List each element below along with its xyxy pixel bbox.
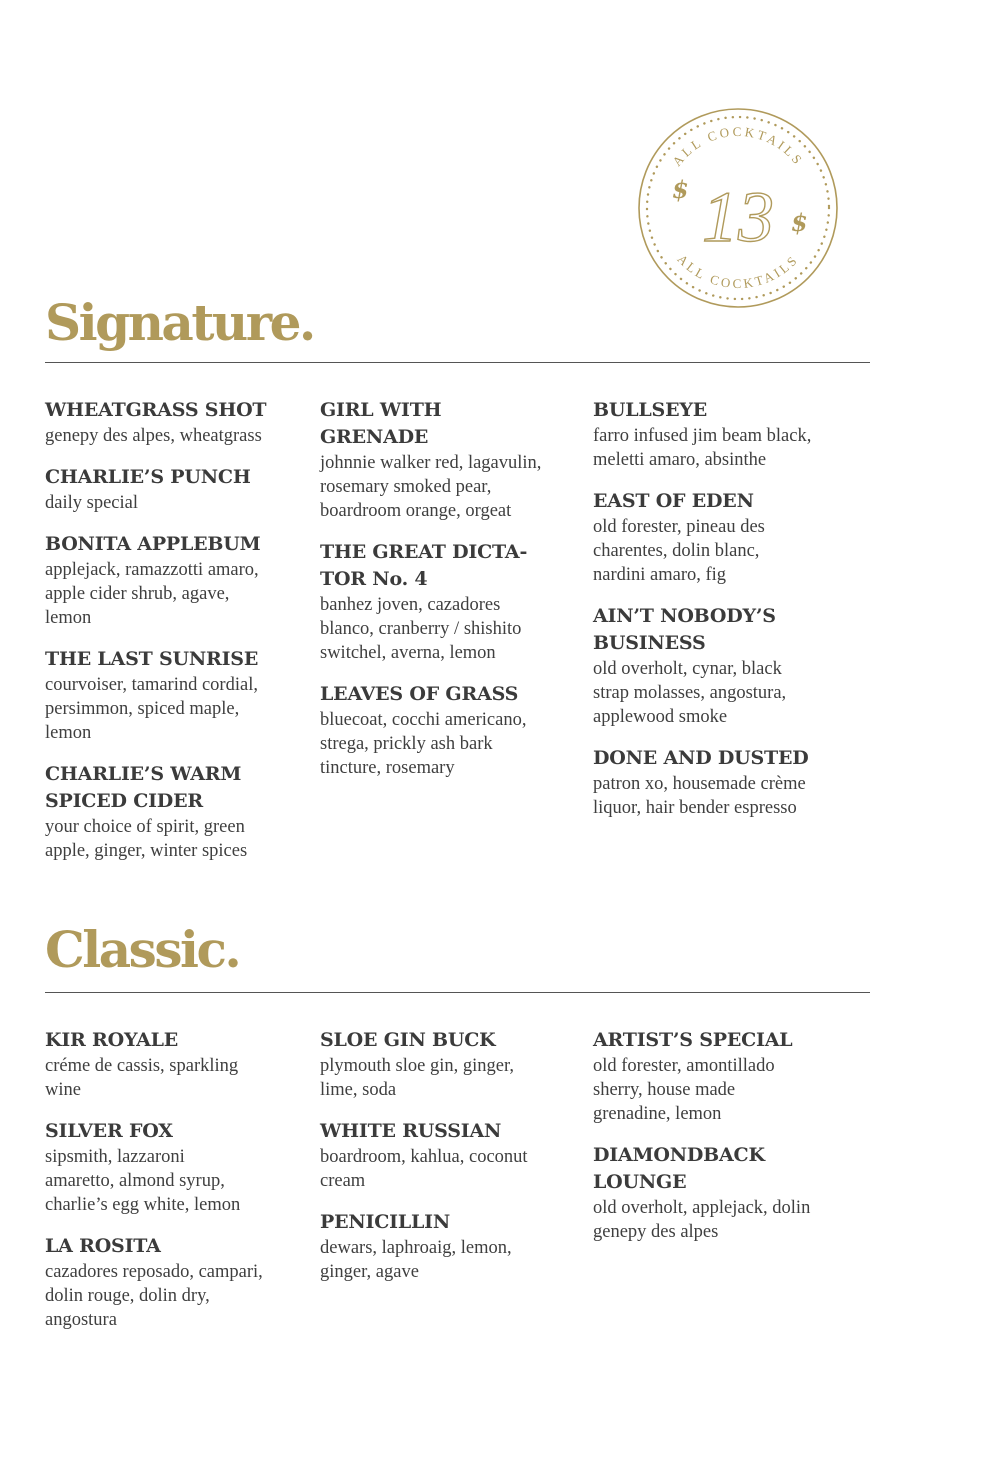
cocktail-ingredients: daily special xyxy=(45,493,138,513)
classic-column-2 xyxy=(320,1027,575,1300)
classic-divider xyxy=(45,992,870,993)
badge-bottom-text: ALL COCKTAILS xyxy=(674,251,802,292)
cocktail-name: GIRL WITH GRENADE xyxy=(320,399,442,448)
cocktail-name: AIN’T NOBODY’S BUSINESS xyxy=(593,605,776,654)
signature-column-1 xyxy=(45,397,300,879)
cocktail-name: THE GREAT DICTA- TOR No. 4 xyxy=(320,541,528,590)
cocktail-name: WHITE RUSSIAN xyxy=(320,1120,502,1142)
signature-column-2 xyxy=(320,397,575,796)
cocktail-name: THE LAST SUNRISE xyxy=(45,648,259,670)
badge-dollar-right: $ xyxy=(791,208,808,237)
menu-item xyxy=(593,603,848,729)
menu-item xyxy=(593,1027,848,1126)
signature-column-3 xyxy=(593,397,848,836)
menu-item xyxy=(593,1142,848,1244)
cocktail-ingredients: your choice of spirit, green apple, ginger, winter spices xyxy=(45,817,248,861)
signature-title: Signature. xyxy=(45,293,314,352)
menu-item xyxy=(45,397,300,448)
menu-item xyxy=(320,397,575,523)
cocktail-name: ARTIST’S SPECIAL xyxy=(593,1029,793,1051)
classic-section xyxy=(45,920,870,1330)
cocktail-name: KIR ROYALE xyxy=(45,1029,179,1051)
cocktail-ingredients: old overholt, cynar, black strap molasses, angostura, applewood smoke xyxy=(593,659,787,727)
cocktail-ingredients: old forester, amontillado sherry, house made grenadine, lemon xyxy=(593,1056,775,1124)
cocktail-ingredients: créme de cassis, sparkling wine xyxy=(45,1056,239,1100)
signature-section xyxy=(45,293,870,861)
cocktail-ingredients: applejack, ramazzotti amaro, apple cider shrub, agave, lemon xyxy=(45,560,259,628)
menu-item xyxy=(593,397,848,472)
menu-item xyxy=(593,488,848,587)
badge-price: 13 xyxy=(702,177,774,257)
menu-item xyxy=(320,1027,575,1102)
cocktail-name: CHARLIE’S WARM SPICED CIDER xyxy=(45,763,242,812)
cocktail-ingredients: bluecoat, cocchi americano, strega, prickly ash bark tincture, rosemary xyxy=(320,710,527,778)
cocktail-ingredients: johnnie walker red, lagavulin, rosemary smoked pear, boardroom orange, orgeat xyxy=(320,453,542,521)
menu-item xyxy=(45,761,300,863)
cocktail-ingredients: dewars, laphroaig, lemon, ginger, agave xyxy=(320,1238,512,1282)
classic-title: Classic. xyxy=(45,920,240,979)
cocktail-name: PENICILLIN xyxy=(320,1211,451,1233)
menu-item xyxy=(320,681,575,780)
menu-item xyxy=(320,539,575,665)
menu-item xyxy=(45,464,300,515)
cocktail-ingredients: courvoiser, tamarind cordial, persimmon, spiced maple, lemon xyxy=(45,675,258,743)
cocktail-ingredients: plymouth sloe gin, ginger, lime, soda xyxy=(320,1056,515,1100)
cocktail-ingredients: farro infused jim beam black, meletti amaro, absinthe xyxy=(593,426,812,470)
cocktail-name: BULLSEYE xyxy=(593,399,707,421)
cocktail-ingredients: banhez joven, cazadores blanco, cranberry / shishito switchel, averna, lemon xyxy=(320,595,522,663)
classic-column-3 xyxy=(593,1027,848,1260)
cocktail-ingredients: boardroom, kahlua, coconut cream xyxy=(320,1147,528,1191)
cocktail-name: EAST OF EDEN xyxy=(593,490,754,512)
menu-item xyxy=(45,1027,300,1102)
menu-item xyxy=(320,1118,575,1193)
cocktail-ingredients: sipsmith, lazzaroni amaretto, almond syrup, charlie’s egg white, lemon xyxy=(45,1147,241,1215)
cocktail-name: BONITA APPLEBUM xyxy=(45,533,261,555)
cocktail-name: SLOE GIN BUCK xyxy=(320,1029,496,1051)
badge-dollar-left: $ xyxy=(672,175,689,204)
badge-top-text: ALL COCKTAILS xyxy=(669,123,807,169)
cocktail-name: DIAMONDBACK LOUNGE xyxy=(593,1144,765,1193)
menu-item xyxy=(45,531,300,630)
cocktail-ingredients: genepy des alpes, wheatgrass xyxy=(45,426,262,446)
signature-divider xyxy=(45,362,870,363)
cocktail-ingredients: cazadores reposado, campari, dolin rouge, dolin dry, angostura xyxy=(45,1262,263,1330)
menu-item xyxy=(45,1233,300,1332)
cocktail-name: WHEATGRASS SHOT xyxy=(45,399,267,421)
classic-column-1 xyxy=(45,1027,300,1348)
cocktail-ingredients: old forester, pineau des charentes, dolin blanc, nardini amaro, fig xyxy=(593,517,765,585)
menu-item xyxy=(45,1118,300,1217)
menu-item xyxy=(593,745,848,820)
cocktail-name: DONE AND DUSTED xyxy=(593,747,809,769)
cocktail-name: LEAVES OF GRASS xyxy=(320,683,519,705)
menu-item xyxy=(45,646,300,745)
cocktail-name: CHARLIE’S PUNCH xyxy=(45,466,251,488)
cocktail-name: SILVER FOX xyxy=(45,1120,173,1142)
price-badge xyxy=(636,106,840,310)
cocktail-ingredients: old overholt, applejack, dolin genepy des alpes xyxy=(593,1198,811,1242)
cocktail-name: LA ROSITA xyxy=(45,1235,161,1257)
menu-item xyxy=(320,1209,575,1284)
cocktail-ingredients: patron xo, housemade crème liquor, hair bender espresso xyxy=(593,774,806,818)
